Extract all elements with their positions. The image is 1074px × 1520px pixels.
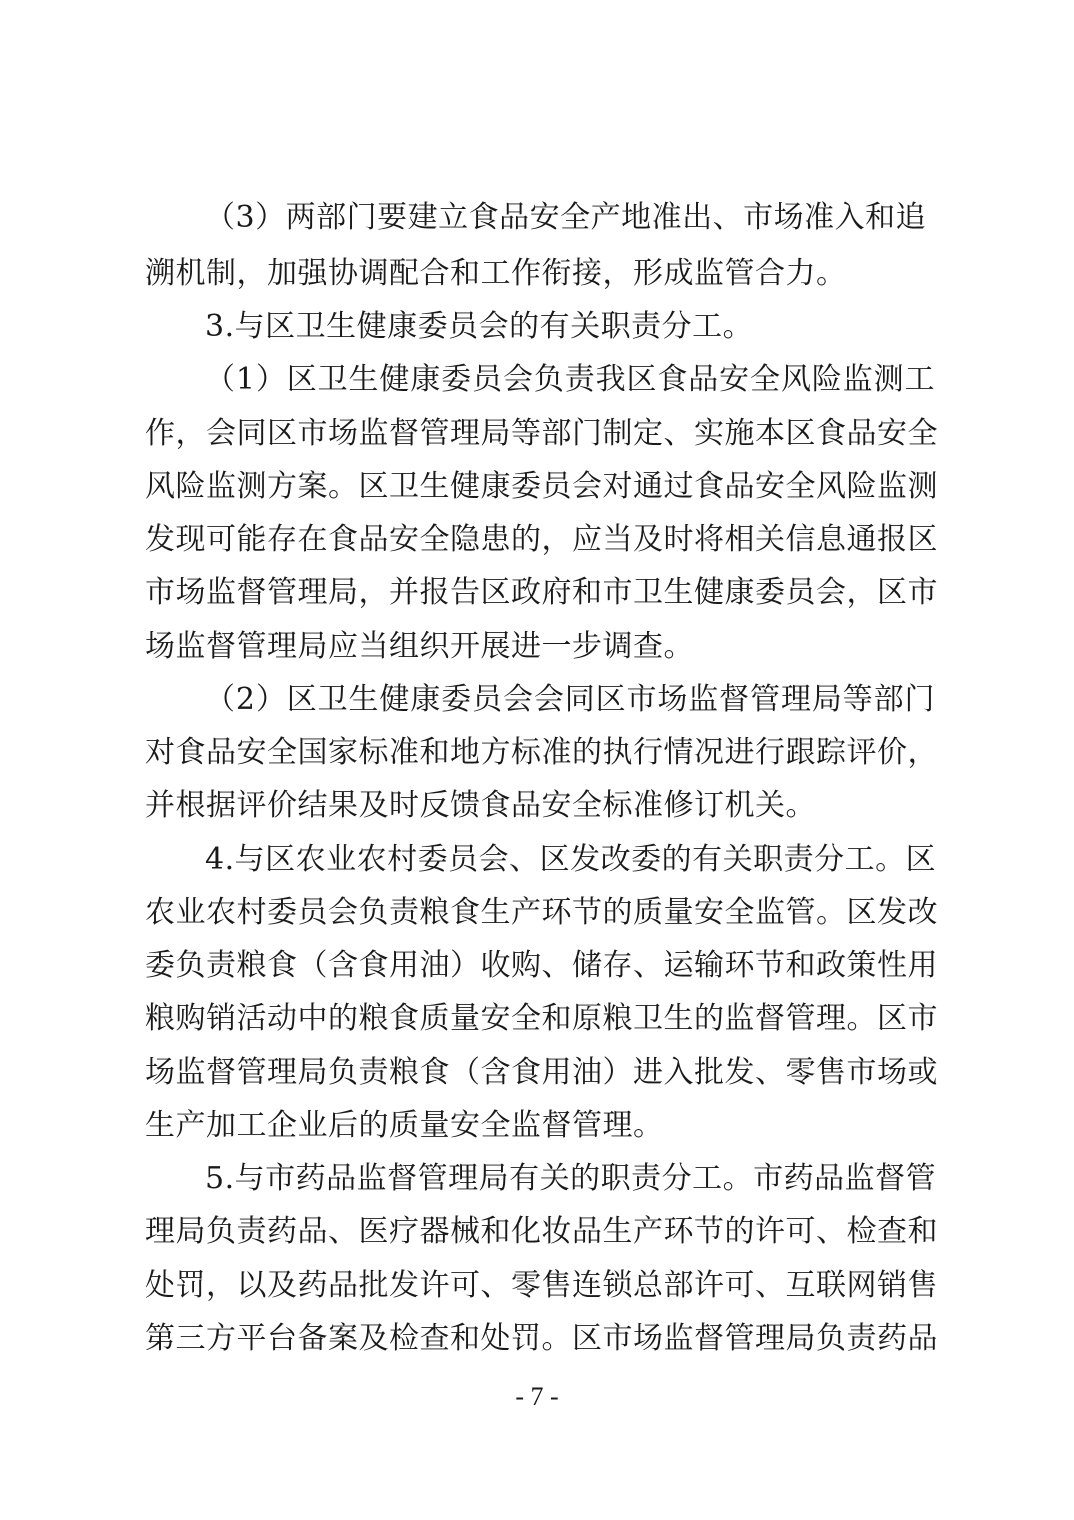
text-line: 场监督管理局应当组织开展进一步调查。 [145, 629, 694, 664]
page-number: - 7 - [515, 1382, 559, 1411]
text-line: 场监督管理局负责粮食（含食用油）进入批发、零售市场或 [145, 1055, 938, 1090]
text-line: 农业农村委员会负责粮食生产环节的质量安全监管。区发改 [145, 895, 938, 930]
text-line: 市场监督管理局，并报告区政府和市卫生健康委员会，区市 [145, 575, 938, 610]
text-line: 发现可能存在食品安全隐患的，应当及时将相关信息通报区 [145, 522, 938, 557]
text-line: 委负责粮食（含食用油）收购、储存、运输环节和政策性用 [145, 948, 938, 983]
text-line: 3.与区卫生健康委员会的有关职责分工。 [205, 309, 754, 344]
text-line: 风险监测方案。区卫生健康委员会对通过食品安全风险监测 [145, 469, 938, 504]
text-line: 对食品安全国家标准和地方标准的执行情况进行跟踪评价， [145, 735, 938, 770]
text-line: 溯机制，加强协调配合和工作衔接，形成监管合力。 [145, 256, 847, 291]
text-line: 处罚，以及药品批发许可、零售连锁总部许可、互联网销售 [145, 1268, 938, 1303]
text-line: （2）区卫生健康委员会会同区市场监督管理局等部门 [205, 682, 935, 717]
text-line: 4.与区农业农村委员会、区发改委的有关职责分工。区 [205, 842, 937, 877]
text-line: 并根据评价结果及时反馈食品安全标准修订机关。 [145, 788, 816, 823]
text-line: 理局负责药品、医疗器械和化妆品生产环节的许可、检查和 [145, 1214, 938, 1249]
text-line: 5.与市药品监督管理局有关的职责分工。市药品监督管 [205, 1161, 937, 1196]
text-line: 第三方平台备案及检查和处罚。区市场监督管理局负责药品 [145, 1321, 938, 1356]
text-line: 作，会同区市场监督管理局等部门制定、实施本区食品安全 [145, 416, 938, 451]
text-line: 生产加工企业后的质量安全监督管理。 [145, 1108, 664, 1143]
text-line: 粮购销活动中的粮食质量安全和原粮卫生的监督管理。区市 [145, 1001, 938, 1036]
text-line: （1）区卫生健康委员会负责我区食品安全风险监测工 [205, 362, 935, 397]
text-line: （3）两部门要建立食品安全产地准出、市场准入和追 [205, 200, 927, 235]
